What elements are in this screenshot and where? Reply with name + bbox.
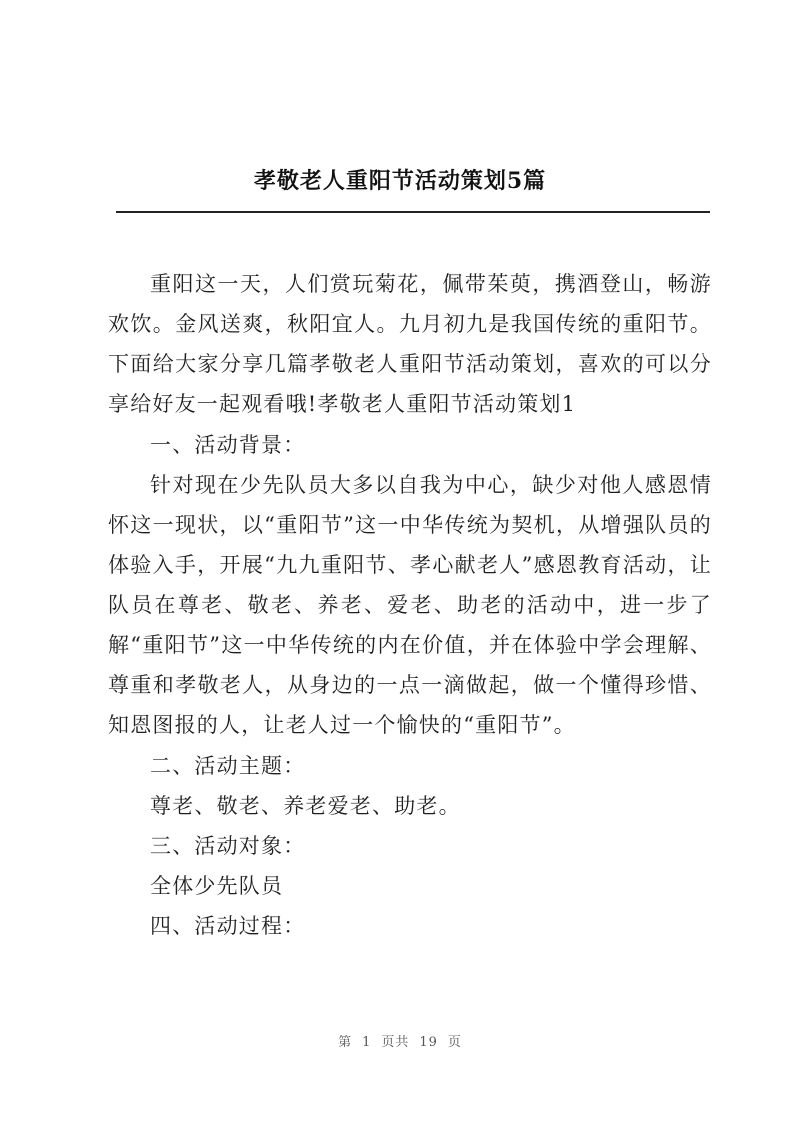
- section-heading-background: 一、活动背景：: [150, 433, 306, 457]
- intro-paragraph: 重阳这一天，人们赏玩菊花，佩带茱萸，携酒登山，畅游欢饮。金风送爽，秋阳宜人。九月初九是我国传统的重阳节。下面给大家分享几篇孝敬老人重阳节活动策划，喜欢的可以分享给好友一起观看哦!孝敬老人重阳节活动策划1: [108, 272, 712, 416]
- footer-page-number: 1: [362, 1035, 372, 1050]
- document-title: 孝敬老人重阳节活动策划5篇: [253, 168, 547, 194]
- document-body: [108, 264, 712, 946]
- footer-prefix: 第: [338, 1035, 353, 1050]
- section-heading-process: 四、活动过程：: [150, 914, 306, 938]
- footer-total-pages: 19: [419, 1035, 438, 1050]
- section-heading-audience: 三、活动对象：: [150, 834, 306, 858]
- page-footer: [0, 1031, 800, 1050]
- footer-mid: 页共: [381, 1035, 410, 1050]
- audience-paragraph: 全体少先队员: [150, 874, 284, 898]
- footer-suffix: 页: [447, 1035, 462, 1050]
- background-paragraph: 针对现在少先队员大多以自我为中心，缺少对他人感恩情怀这一现状，以“重阳节”这一中华传统为契机，从增强队员的体验入手，开展“九九重阳节、孝心献老人”感恩教育活动，让队员在尊老、敬老、养老、爱老、助老的活动中，进一步了解“重阳节”这一中华传统的内在价值，并在体验中学会理解、尊重和孝敬老人，从身边的一点一滴做起，做一个懂得珍惜、知恩图报的人，让老人过一个愉快的“重阳节”。: [108, 473, 712, 737]
- section-heading-theme: 二、活动主题：: [150, 754, 306, 778]
- title-divider: [116, 211, 710, 213]
- theme-paragraph: 尊老、敬老、养老爱老、助老。: [150, 794, 461, 818]
